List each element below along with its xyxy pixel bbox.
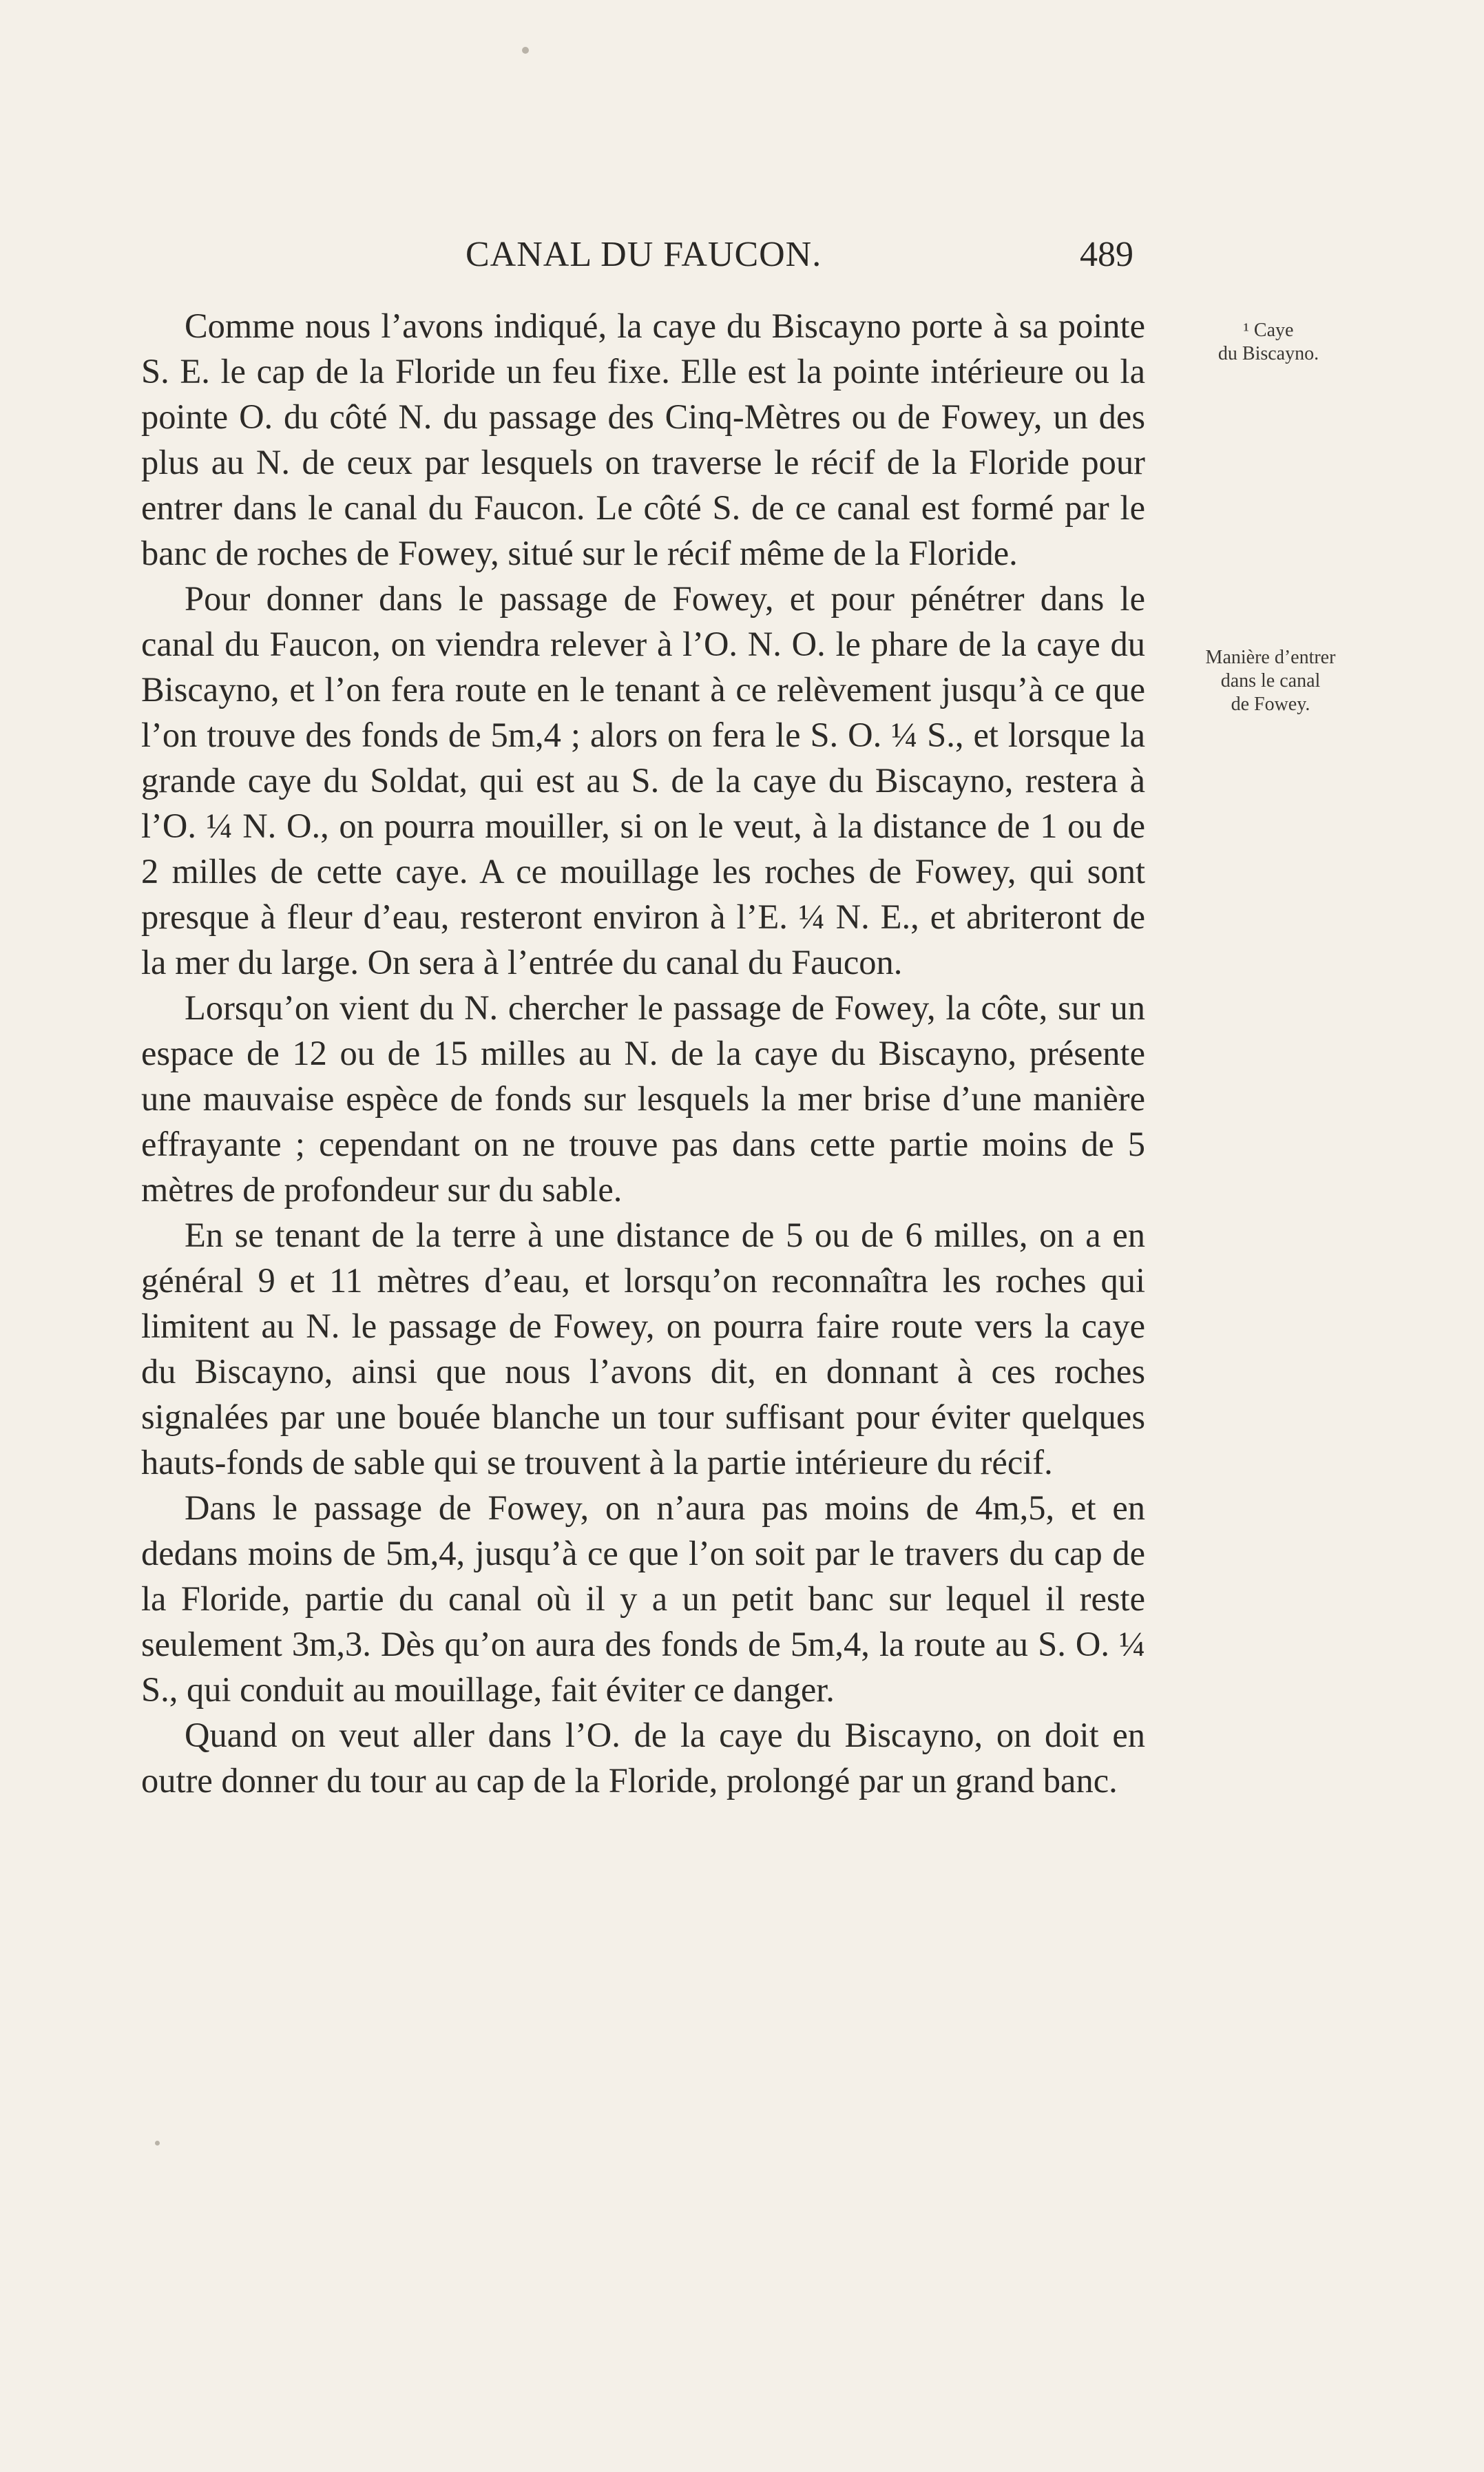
paragraph: Quand on veut aller dans l’O. de la caye du Biscayno, on doit en outre donner du tour au cap de la Floride, prolongé par un grand banc.: [141, 1716, 1145, 1800]
paragraph: Dans le passage de Fowey, on n’aura pas moins de 4m,5, et en dedans moins de 5m,4, jusqu’à ce que l’on soit par le travers du cap de la Floride, partie du canal où il y a un petit banc sur lequel il reste seulement 3m,3. Dès qu’on aura des fonds de 5m,4, la route au S. O. ¼ S., qui conduit au mouillage, fait éviter ce danger.: [141, 1488, 1145, 1709]
paper-speck: [155, 2141, 160, 2146]
paragraph: Lorsqu’on vient du N. chercher le passage de Fowey, la côte, sur un espace de 12 ou de 15 milles au N. de la caye du Biscayno, présente une mauvaise espèce de fonds sur lesquels la mer brise d’une manière effrayante ; cependant on ne trouve pas dans cette partie moins de 5 mètres de profondeur sur du sable.: [141, 988, 1145, 1209]
page-number: 489: [1080, 235, 1133, 274]
margin-note-caye-du-biscayno: ¹ Caye du Biscayno.: [1217, 320, 1319, 364]
paragraph: En se tenant de la terre à une distance de 5 ou de 6 milles, on a en général 9 et 11 mètres d’eau, et lorsqu’on reconnaîtra les roches qui limitent au N. le passage de Fowey, on pourra faire route vers la caye du Biscayno, ainsi que nous l’avons dit, en donnant à ces roches signalées par une bouée blanche un tour suffisant pour éviter quelques hauts-fonds de sable qui se trouvent à la partie intérieure du récif.: [141, 1216, 1145, 1482]
paper-speck: [522, 47, 529, 54]
margin-note-maniere-d-entrer: Manière d’entrer dans le canal de Fowey.: [1205, 647, 1336, 715]
paragraph: Comme nous l’avons indiqué, la caye du Biscayno porte à sa pointe S. E. le cap de la Floride un feu fixe. Elle est la pointe intérieure ou la pointe O. du côté N. du passage des Cinq-Mètres ou de Fowey, un des plus au N. de ceux par lesquels on traverse le récif de la Floride pour entrer dans le canal du Faucon. Le côté S. de ce canal est formé par le banc de roches de Fowey, situé sur le récif même de la Floride.: [141, 307, 1145, 572]
body-text: [141, 303, 1145, 1803]
paragraph: Pour donner dans le passage de Fowey, et pour pénétrer dans le canal du Faucon, on viendra relever à l’O. N. O. le phare de la caye du Biscayno, et l’on fera route en le tenant à ce relèvement jusqu’à ce que l’on trouve des fonds de 5m,4 ; alors on fera le S. O. ¼ S., et lorsque la grande caye du Soldat, qui est au S. de la caye du Biscayno, restera à l’O. ¼ N. O., on pourra mouiller, si on le veut, à la distance de 1 ou de 2 milles de cette caye. A ce mouillage les roches de Fowey, qui sont presque à fleur d’eau, resteront environ à l’E. ¼ N. E., et abriteront de la mer du large. On sera à l’entrée du canal du Faucon.: [141, 579, 1145, 981]
running-head: CANAL DU FAUCON.: [466, 235, 822, 274]
